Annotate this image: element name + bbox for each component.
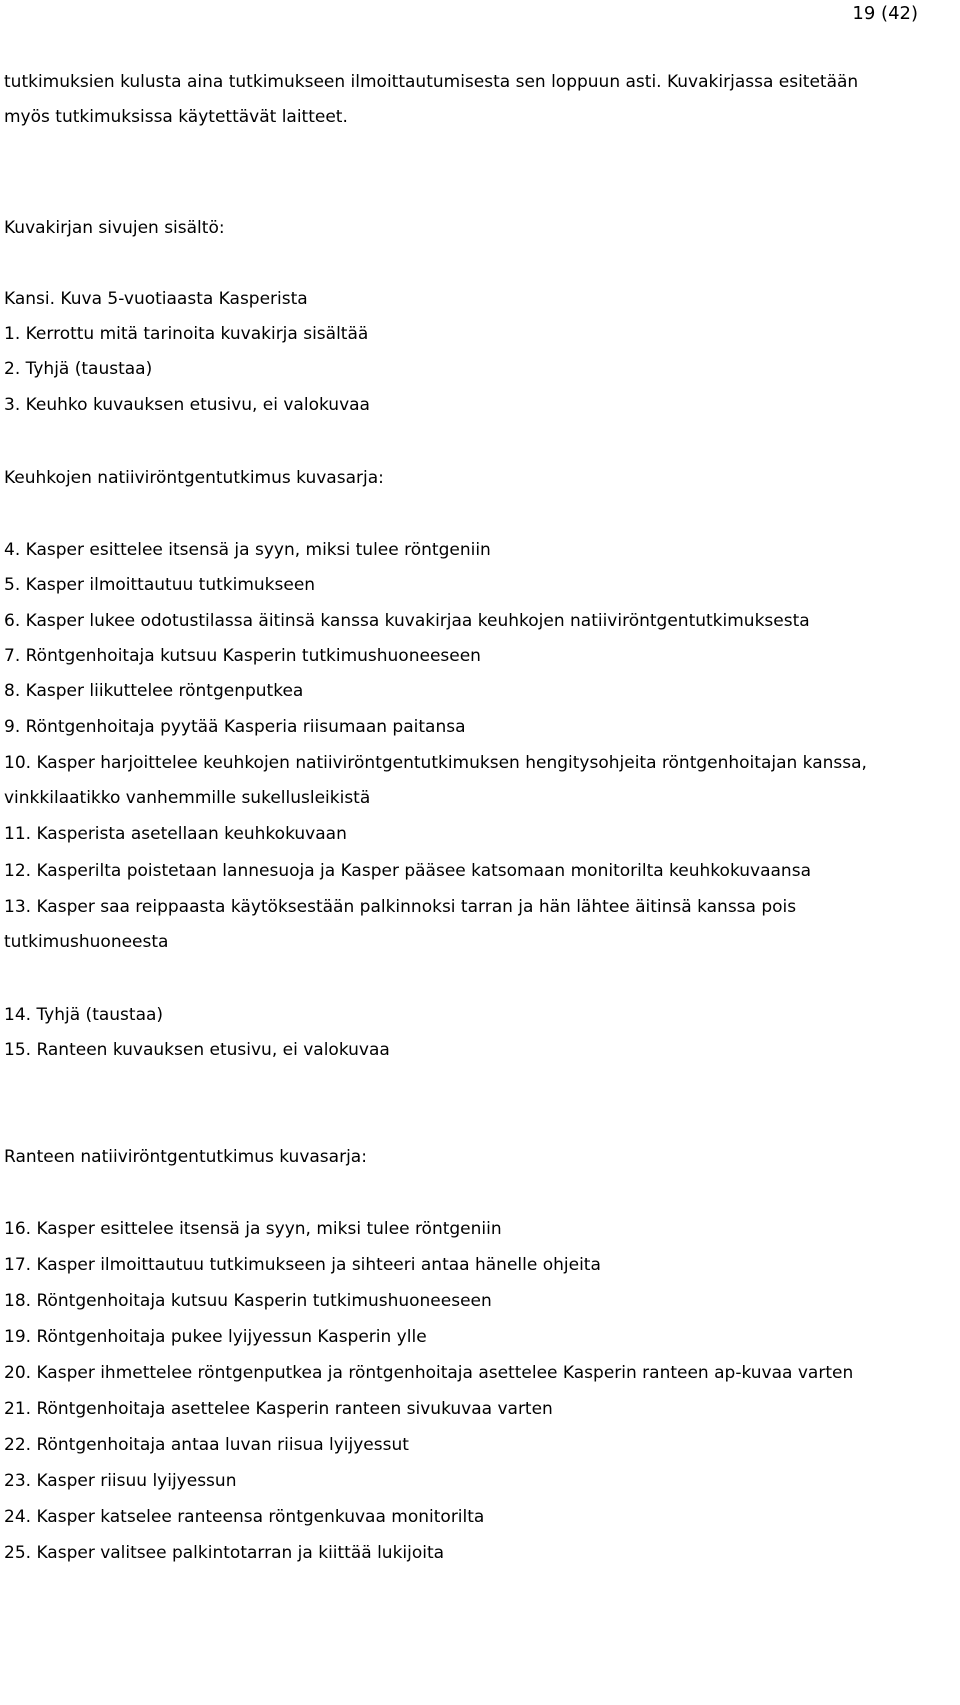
wrist-series-heading: Ranteen natiiviröntgentutkimus kuvasarja:: [4, 1147, 367, 1167]
list-item: tutkimushuoneesta: [4, 932, 169, 952]
list-item: 13. Kasper saa reippaasta käytöksestään palkinnoksi tarran ja hän lähtee äitinsä kanssa pois: [4, 897, 797, 917]
list-item: 21. Röntgenhoitaja asettelee Kasperin ranteen sivukuvaa varten: [4, 1399, 553, 1419]
list-item: 7. Röntgenhoitaja kutsuu Kasperin tutkimushuoneeseen: [4, 646, 481, 666]
list-item: 9. Röntgenhoitaja pyytää Kasperia riisumaan paitansa: [4, 717, 466, 737]
list-item: 15. Ranteen kuvauksen etusivu, ei valokuvaa: [4, 1040, 390, 1060]
list-item: 6. Kasper lukee odotustilassa äitinsä kanssa kuvakirjaa keuhkojen natiiviröntgentutkimuksesta: [4, 611, 810, 631]
list-item: 25. Kasper valitsee palkintotarran ja kiittää lukijoita: [4, 1543, 445, 1563]
list-item: 4. Kasper esittelee itsensä ja syyn, miksi tulee röntgeniin: [4, 540, 491, 560]
list-item: 24. Kasper katselee ranteensa röntgenkuvaa monitorilta: [4, 1507, 485, 1527]
list-item: 1. Kerrottu mitä tarinoita kuvakirja sisältää: [4, 324, 369, 344]
list-item: 8. Kasper liikuttelee röntgenputkea: [4, 681, 304, 701]
list-item: vinkkilaatikko vanhemmille sukellusleikistä: [4, 788, 371, 808]
list-item: 3. Keuhko kuvauksen etusivu, ei valokuvaa: [4, 395, 370, 415]
contents-heading: Kuvakirjan sivujen sisältö:: [4, 218, 225, 238]
lung-series-heading: Keuhkojen natiiviröntgentutkimus kuvasarja:: [4, 468, 384, 488]
list-item: 19. Röntgenhoitaja pukee lyijyessun Kasperin ylle: [4, 1327, 427, 1347]
list-item: 23. Kasper riisuu lyijyessun: [4, 1471, 237, 1491]
page-number: 19 (42): [852, 3, 918, 24]
list-item: 20. Kasper ihmettelee röntgenputkea ja röntgenhoitaja asettelee Kasperin ranteen ap-kuvaa varten: [4, 1363, 854, 1383]
list-item: 12. Kasperilta poistetaan lannesuoja ja Kasper pääsee katsomaan monitorilta keuhkokuvaansa: [4, 861, 811, 881]
list-item: Kansi. Kuva 5-vuotiaasta Kasperista: [4, 289, 308, 309]
list-item: 14. Tyhjä (taustaa): [4, 1005, 164, 1025]
intro-line: tutkimuksien kulusta aina tutkimukseen ilmoittautumisesta sen loppuun asti. Kuvakirjassa esitetään: [4, 72, 859, 92]
list-item: 18. Röntgenhoitaja kutsuu Kasperin tutkimushuoneeseen: [4, 1291, 492, 1311]
intro-line: myös tutkimuksissa käytettävät laitteet.: [4, 107, 348, 127]
list-item: 22. Röntgenhoitaja antaa luvan riisua lyijyessut: [4, 1435, 409, 1455]
list-item: 5. Kasper ilmoittautuu tutkimukseen: [4, 575, 316, 595]
list-item: 10. Kasper harjoittelee keuhkojen natiiviröntgentutkimuksen hengitysohjeita röntgenhoitajan kanssa,: [4, 753, 867, 773]
list-item: 17. Kasper ilmoittautuu tutkimukseen ja sihteeri antaa hänelle ohjeita: [4, 1255, 601, 1275]
list-item: 2. Tyhjä (taustaa): [4, 359, 153, 379]
list-item: 11. Kasperista asetellaan keuhkokuvaan: [4, 824, 347, 844]
list-item: 16. Kasper esittelee itsensä ja syyn, miksi tulee röntgeniin: [4, 1219, 502, 1239]
